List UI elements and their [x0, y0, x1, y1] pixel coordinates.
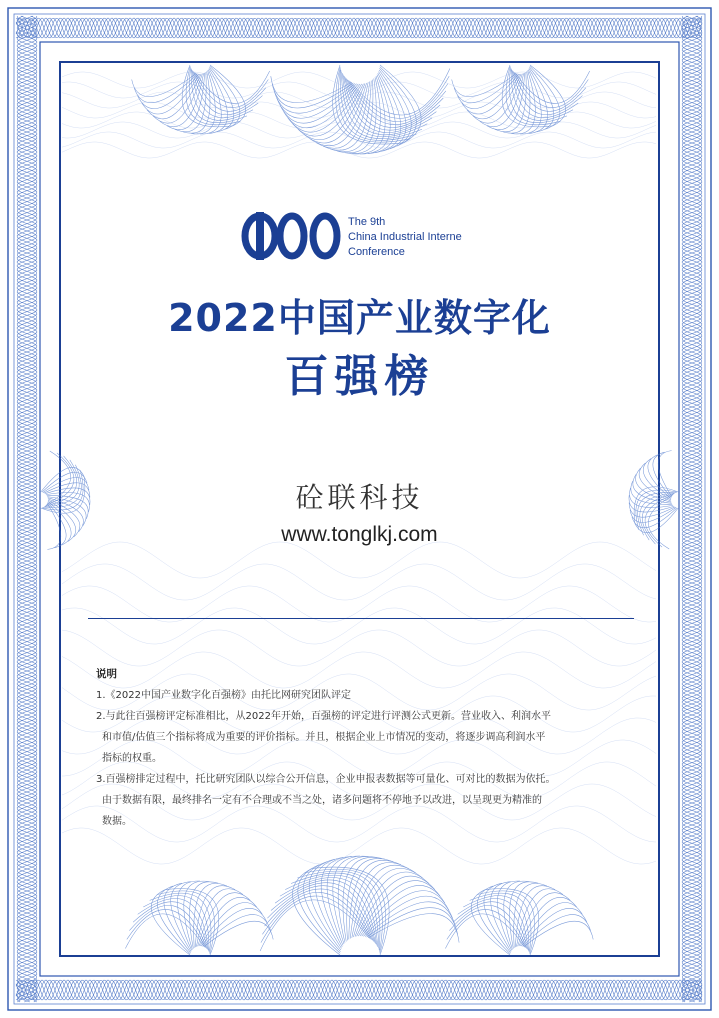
note-item-3 — [96, 769, 640, 832]
note-item-2 — [96, 706, 640, 769]
note-1-line-1: 1.《2022中国产业数字化百强榜》由托比网研究团队评定 — [96, 690, 351, 701]
note-3-line-2: 由于数据有限，最终排名一定有不合理或不当之处，诸多问题将不停地予以改进，以呈现更为精准的 — [102, 795, 542, 806]
title-line-2: 百强榜 — [284, 351, 435, 402]
note-3-line-1: 3.百强榜排定过程中，托比研究团队以综合公开信息，企业申报表数据等可量化、可对比的数据为依托。 — [96, 774, 556, 785]
logo-line-3: Conference — [348, 246, 405, 258]
logo-text — [348, 215, 462, 260]
logo-line-1: The 9th — [348, 216, 386, 228]
logo-line-2: China Industrial Interne — [348, 231, 462, 243]
logo-mark-icon — [240, 210, 344, 262]
conference-logo — [240, 208, 480, 264]
company-website: www.tonglkj.com — [281, 523, 438, 546]
notes-section — [96, 664, 640, 832]
note-2-line-2: 和市值/估值三个指标将成为重要的评价指标。并且，根据企业上市情况的变动，将逐步调高利润水平 — [102, 732, 546, 743]
notes-heading: 说明 — [96, 668, 117, 680]
company-name: 砼联科技 — [295, 481, 424, 514]
note-item-1 — [96, 685, 640, 706]
note-3-line-3: 数据。 — [102, 816, 132, 827]
divider-line — [88, 618, 634, 619]
note-2-line-3: 指标的权重。 — [102, 753, 162, 764]
note-2-line-1: 2.与此往百强榜评定标准相比，从2022年开始，百强榜的评定进行评测公式更新。营业收入、利润水平 — [96, 711, 551, 722]
title-line-1: 2022中国产业数字化 — [168, 296, 551, 340]
